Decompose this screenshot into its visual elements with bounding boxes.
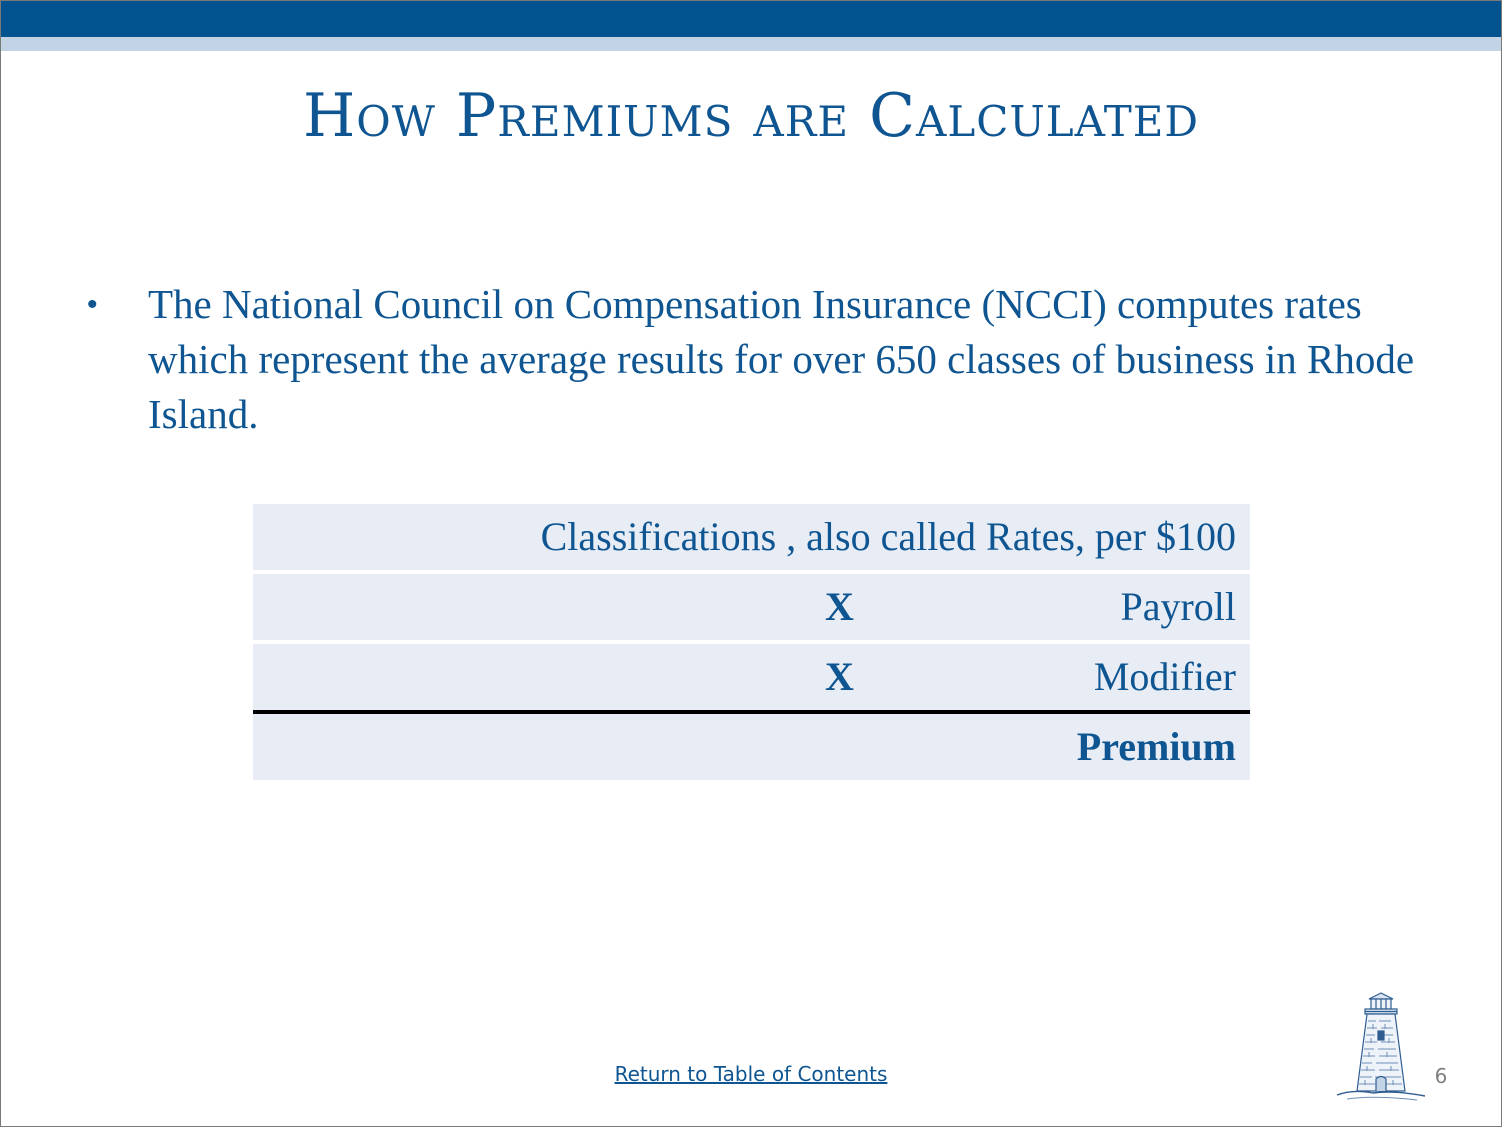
header-band-dark <box>1 1 1501 37</box>
return-toc-link-row <box>1 1059 1501 1089</box>
formula-value: Payroll <box>1120 584 1236 629</box>
return-to-toc-link[interactable]: Return to Table of Contents <box>614 1062 888 1086</box>
header-band-light <box>1 37 1501 51</box>
slide-title: How Premiums are Calculated <box>302 81 1200 151</box>
formula-total: Premium <box>1076 724 1236 769</box>
formula-row-classifications <box>253 504 1250 570</box>
formula-row-modifier <box>253 644 1250 710</box>
page-number: 6 <box>1434 1064 1448 1088</box>
bullet-text: The National Council on Compensation Insurance (NCCI) computes rates which represent the average results for over 650 classes of business in Rhode Island. <box>148 281 1415 437</box>
bullet-marker: • <box>87 288 98 321</box>
formula-row-premium <box>253 710 1250 780</box>
premium-formula-table <box>253 504 1250 780</box>
formula-operator: X <box>825 654 854 699</box>
formula-operator: X <box>825 584 854 629</box>
formula-value: Classifications , also called Rates, per $100 <box>540 514 1236 559</box>
formula-row-payroll <box>253 574 1250 640</box>
lighthouse-icon <box>1333 991 1429 1103</box>
formula-value: Modifier <box>1093 654 1236 699</box>
